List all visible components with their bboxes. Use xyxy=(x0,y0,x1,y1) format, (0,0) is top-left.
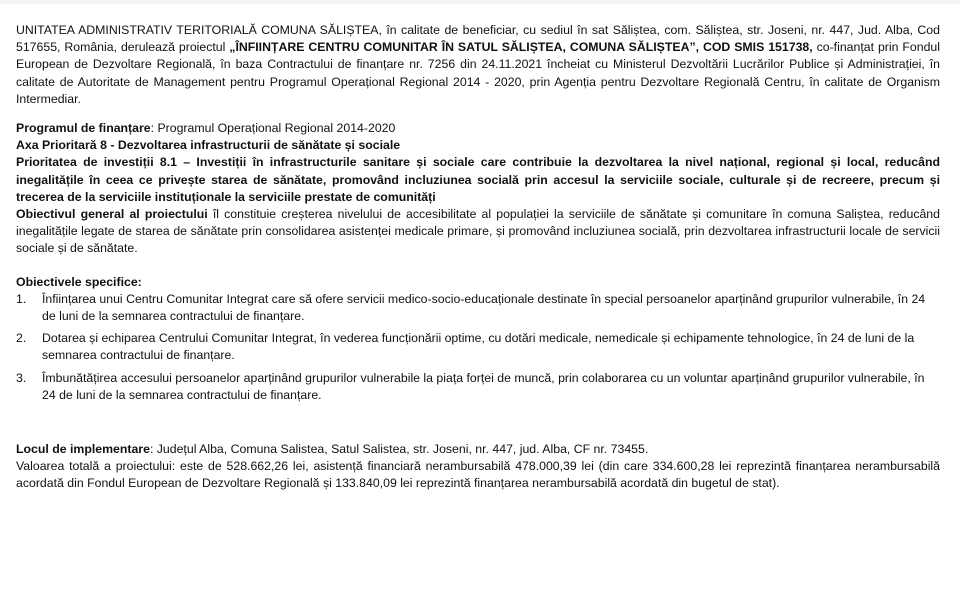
funding-program xyxy=(16,120,940,137)
project-title: „ÎNFIINȚARE CENTRU COMUNITAR ÎN SATUL SĂLIȘTEA, COMUNA SĂLIȘTEA”, COD SMIS 151738, xyxy=(229,40,813,55)
specific-objectives-heading: Obiectivele specifice: xyxy=(16,274,142,289)
total-project-value: Valoarea totală a proiectului: este de 528.662,26 lei, asistență financiară nerambursabilă 478.000,39 lei (din care 334.600,28 lei reprezintă finanțarea nerambursabilă acordată din Fondul European de Dezvoltare Regională și 133.840,09 lei reprezintă finanțarea nerambursabilă acordată din bugetul de stat). xyxy=(16,459,940,491)
document-body xyxy=(16,22,940,493)
cropped-top-edge xyxy=(0,0,960,4)
list-item-number: 1. xyxy=(16,291,27,306)
implementation-location-label: Locul de implementare xyxy=(16,442,150,457)
investment-priority: Prioritatea de investiții 8.1 – Investiții în infrastructurile sanitare și sociale care contribuie la dezvoltarea la nivel național, regional și local, reducând inegalitățile în ceea ce privește starea de sănătate, promovând incluziunea socială prin accesul la serviciile sociale, culturale și de recreere, precum și trecerea de la serviciile instituționale la serviciile prestate de comunități xyxy=(16,155,940,204)
funding-program-value: : Programul Operațional Regional 2014-2020 xyxy=(150,121,396,136)
list-item xyxy=(16,330,940,364)
list-item-text: Dotarea și echiparea Centrului Comunitar Integrat, în vederea funcționării optime, cu dotări medicale, nemedicale și echipamente tehnologice, în 24 de luni de la semnarea contractului de finanțare. xyxy=(42,331,915,363)
intro-text-start: UNITATEA ADMINISTRATIV TERITORIALĂ COMUNA SĂLIȘTEA, în calitate de beneficiar, cu sediul în sat Săliștea, com. Săliștea, str. Joseni, nr. 447, Jud. Alba, Cod 517655, România, derulează proiectul xyxy=(16,23,940,55)
implementation-location xyxy=(16,441,940,458)
implementation-location-value: : Județul Alba, Comuna Salistea, Satul Salistea, str. Joseni, nr. 447, jud. Alba, CF nr. 73455. xyxy=(149,442,649,457)
list-item xyxy=(16,291,940,325)
specific-objectives-list xyxy=(16,291,940,404)
intro-paragraph xyxy=(16,22,940,108)
list-item-text: Îmbunătățirea accesului persoanelor aparținând grupurilor vulnerabile la piața forței de muncă, prin colaborarea cu un voluntar aparținând grupurilor vulnerabile, în 24 de luni de la semnarea contractului de finanțare. xyxy=(42,370,925,402)
general-objective xyxy=(16,206,940,258)
list-item-number: 2. xyxy=(16,331,27,346)
funding-program-label: Programul de finanțare xyxy=(16,121,151,136)
general-objective-text: îl constituie creșterea nivelului de accesibilitate al populației la serviciile de sănătate și comunitare în comuna Saliștea, reducând inegalitățile legate de starea de sănătate prin consolidarea asistenței medicale primare, și promovând incluziunea socială, prin dezvoltarea infrastructurii locale de servicii sociale și de sănătate. xyxy=(16,207,940,256)
intro-text-end: co-finanțat prin Fondul European de Dezvoltare Regională, în baza Contractului de finanțare nr. 7256 din 24.11.2021 încheiat cu Ministerul Dezvoltării Lucrărilor Publice și Administrației, în calitate de Autoritate de Management pentru Programul Operațional Regional 2014 - 2020, prin Agenția pentru Dezvoltare Regională Centru, în calitate de Organism Intermediar. xyxy=(16,40,940,106)
list-item-text: Înființarea unui Centru Comunitar Integrat care să ofere servicii medico-socio-educaționale destinate în special persoanelor aparținând grupurilor vulnerabile, în 24 de luni de la semnarea contractului de finanțare. xyxy=(42,291,926,324)
list-item-number: 3. xyxy=(16,370,27,385)
list-item xyxy=(16,370,940,404)
general-objective-label: Obiectivul general al proiectului xyxy=(16,207,208,222)
priority-axis: Axa Prioritară 8 - Dezvoltarea infrastructurii de sănătate și sociale xyxy=(16,138,401,153)
